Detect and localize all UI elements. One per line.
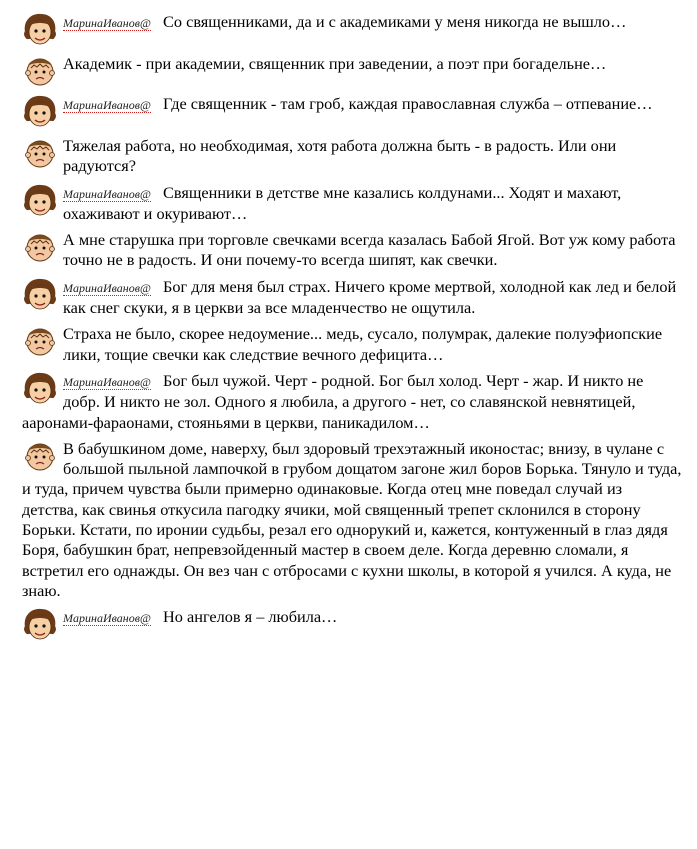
author-name: MapuнаИванов@ [63, 280, 151, 295]
author-name: MapuнаИванов@ [63, 374, 151, 389]
message-text: Со священниками, да и с академиками у меня никогда не вышло… [163, 12, 627, 31]
boy-avatar-icon [22, 439, 58, 473]
girl-avatar-icon [22, 183, 58, 219]
chat-log [22, 12, 682, 649]
girl-avatar-icon [22, 94, 58, 130]
boy-avatar-icon [22, 136, 58, 170]
girl-avatar-icon [22, 371, 58, 407]
author-name: MapuнаИванов@ [63, 98, 151, 112]
message-text: Страха не было, скорее недоумение... медь, сусало, полумрак, далекие полуэфиопские лики, тощие свечки как следствие вечного дефицита… [63, 324, 663, 364]
message-text: В бабушкином доме, наверху, был здоровый трехэтажный иконостас; внизу, в чулане с большой пыльной лампочкой в грубом дощатом загоне жил боров Борька. Тянуло и туда, и туда, причем чувства были примерно одинаковые. Когда отец мне поведал случай из детства, как свинья откусила пагодку ячики, мой священный трепет склонился в сторону Борьки. Кстати, по иронии судьбы, резал его однорукий и, кажется, контуженный в глаз дядя Боря, бабушкин брат, непревзойденный мастер в своем деле. Когда деревню сломали, я встретил его однажды. Он вез чан с отбросами с кухни школы, в которой я учился. А куда, не знаю. [22, 438, 682, 600]
message-girl [22, 12, 682, 48]
girl-avatar-icon [22, 607, 58, 643]
message-text: Бог для меня был страх. Ничего кроме мертвой, холодной как лед и белой как снег скуки, я в церкви за все младенчество не ощутила. [63, 276, 677, 318]
girl-avatar-icon [22, 12, 58, 48]
message-boy [22, 230, 682, 271]
author-name: MapuнаИванов@ [63, 611, 151, 626]
message-text: Тяжелая работа, но необходимая, хотя работа должна быть - в радость. Или они радуются? [63, 136, 617, 176]
message-girl [22, 183, 682, 225]
message-text: Академик - при академии, священник при заведении, а поэт при богадельне… [63, 54, 607, 73]
boy-avatar-icon [22, 324, 58, 358]
girl-avatar-icon [22, 277, 58, 313]
message-text: Бог был чужой. Черт - родной. Бог был холод. Черт - жар. И никто не добр. И никто не зол. Одного я любила, а другого - нет, со славянской невнятицей, ааронами-фараонами, стояньями в церкви, паникадилом… [22, 370, 644, 432]
message-girl [22, 371, 682, 433]
message-boy [22, 324, 682, 365]
message-boy [22, 136, 682, 177]
boy-avatar-icon [22, 230, 58, 264]
message-text: Где священник - там гроб, каждая православная служба – отпевание… [163, 94, 653, 113]
message-girl [22, 277, 682, 319]
author-name: MapuнаИванов@ [63, 186, 151, 201]
author-name: MapuнаИванов@ [63, 16, 151, 30]
message-girl [22, 607, 682, 643]
message-text: А мне старушка при торговле свечками всегда казалась Бабой Ягой. Вот уж кому работа точно не в радость. И они почему-то всегда шипят, как свечки. [63, 230, 676, 270]
message-boy [22, 439, 682, 601]
message-girl [22, 94, 682, 130]
message-text: Но ангелов я – любила… [163, 607, 338, 627]
boy-avatar-icon [22, 54, 58, 88]
message-text: Священники в детстве мне казались колдунами... Ходят и махают, охаживают и окуривают… [63, 182, 622, 223]
message-boy [22, 54, 682, 88]
